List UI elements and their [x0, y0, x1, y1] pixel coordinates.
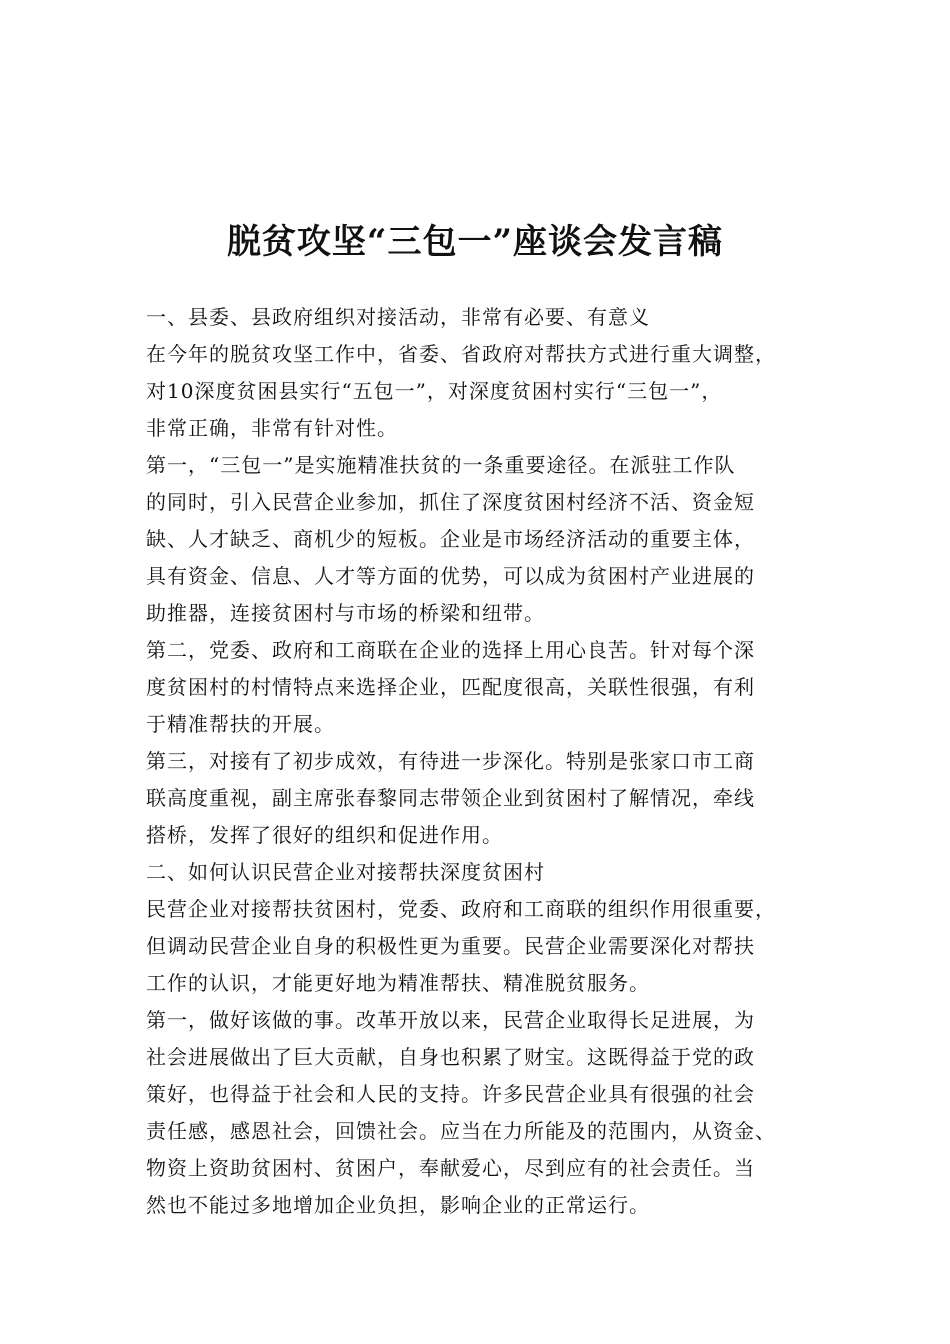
- document-body: [146, 299, 836, 1224]
- text-line: 非常正确，非常有针对性。: [146, 416, 398, 440]
- text-line: 助推器，连接贫困村与市场的桥梁和纽带。: [146, 601, 545, 625]
- text-line: 于精准帮扶的开展。: [146, 712, 335, 736]
- text-line: 联高度重视，副主席张春黎同志带领企业到贫困村了解情况，牵线: [146, 786, 755, 810]
- text-line: 搭桥，发挥了很好的组织和促进作用。: [146, 823, 503, 847]
- text-line: 的同时，引入民营企业参加，抓住了深度贫困村经济不活、资金短: [146, 490, 755, 514]
- text-line: 二、如何认识民营企业对接帮扶深度贫困村: [146, 860, 545, 884]
- text-line: 第一，做好该做的事。改革开放以来，民营企业取得长足进展，为: [146, 1008, 755, 1032]
- text-line: 第二，党委、政府和工商联在企业的选择上用心良苦。针对每个深: [146, 638, 755, 662]
- document-title: 脱贫攻坚“三包一”座谈会发言稿: [226, 222, 724, 262]
- text-line: 工作的认识，才能更好地为精准帮扶、精准脱贫服务。: [146, 971, 650, 995]
- text-line: 民营企业对接帮扶贫困村，党委、政府和工商联的组织作用很重要，: [146, 897, 776, 921]
- text-line: 第三，对接有了初步成效，有待进一步深化。特别是张家口市工商: [146, 749, 755, 773]
- text-line: 在今年的脱贫攻坚工作中，省委、省政府对帮扶方式进行重大调整，: [146, 342, 776, 366]
- text-line: 度贫困村的村情特点来选择企业，匹配度很高，关联性很强，有利: [146, 675, 755, 699]
- text-line: 缺、人才缺乏、商机少的短板。企业是市场经济活动的重要主体，: [146, 527, 755, 551]
- text-line: 一、县委、县政府组织对接活动，非常有必要、有意义: [146, 305, 650, 329]
- text-line: 但调动民营企业自身的积极性更为重要。民营企业需要深化对帮扶: [146, 934, 755, 958]
- text-line: 对10深度贫困县实行“五包一”，对深度贫困村实行“三包一”，: [146, 379, 723, 403]
- text-line: 社会进展做出了巨大贡献，自身也积累了财宝。这既得益于党的政: [146, 1045, 755, 1069]
- text-line: 策好，也得益于社会和人民的支持。许多民营企业具有很强的社会: [146, 1082, 755, 1106]
- text-line: 然也不能过多地增加企业负担，影响企业的正常运行。: [146, 1193, 650, 1217]
- text-line: 责任感，感恩社会，回馈社会。应当在力所能及的范围内，从资金、: [146, 1119, 776, 1143]
- text-line: 第一，“三包一”是实施精准扶贫的一条重要途径。在派驻工作队: [146, 453, 736, 477]
- text-line: 物资上资助贫困村、贫困户，奉献爱心，尽到应有的社会责任。当: [146, 1156, 755, 1180]
- text-line: 具有资金、信息、人才等方面的优势，可以成为贫困村产业进展的: [146, 564, 755, 588]
